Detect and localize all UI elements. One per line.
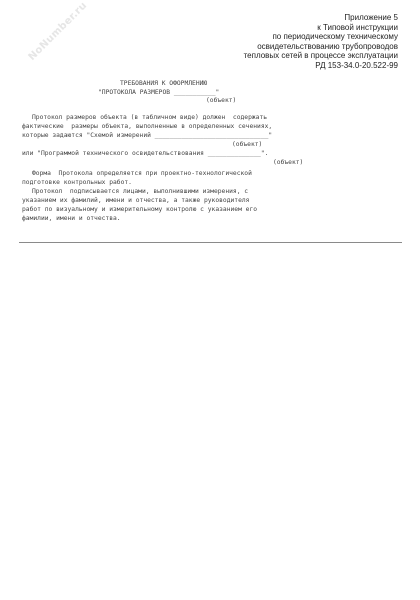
object-caption: (объект) — [273, 159, 304, 166]
paragraph-3-line: работ по визуальному и измерительному контролю с указанием его — [22, 206, 258, 213]
paragraph-1-line: или "Программой технического освидетельствования ______________". — [22, 150, 269, 157]
paragraph-3-line: указанием их фамилий, имени и отчества, а также руководителя — [22, 197, 250, 204]
header-line: освидетельствованию трубопроводов — [257, 41, 398, 51]
paragraph-2-line: подготовке контрольных работ. — [22, 179, 132, 186]
paragraph-1-line: Протокол размеров объекта (в табличном виде) должен содержать — [32, 114, 268, 121]
header-line: по периодическому техническому — [272, 32, 398, 42]
paragraph-1-line: фактические размеры объекта, выполненные в определенных сечениях, — [22, 123, 273, 130]
horizontal-divider — [19, 242, 402, 243]
object-caption: (объект) — [232, 141, 263, 148]
doc-title-line-1: ТРЕБОВАНИЯ К ОФОРМЛЕНИЮ — [120, 80, 208, 87]
header-line: тепловых сетей в процессе эксплуатации — [243, 51, 398, 61]
header-line: РД 153-34.0-20.522-99 — [315, 60, 398, 70]
object-caption: (объект) — [206, 97, 237, 104]
doc-title-line-2: "ПРОТОКОЛА РАЗМЕРОВ ___________" — [98, 89, 220, 96]
appendix-header — [198, 13, 398, 71]
paragraph-3-line: фамилии, имени и отчества. — [22, 215, 121, 222]
paragraph-3-line: Протокол подписывается лицами, выполнившими измерения, с — [32, 188, 249, 195]
paragraph-1-line: которые задаются "Схемой измерений ______________________________" — [22, 132, 273, 139]
watermark: NoNumber.ru — [26, 0, 90, 63]
header-line: Приложение 5 — [344, 13, 398, 22]
header-line: к Типовой инструкции — [317, 22, 398, 32]
paragraph-2-line: Форма Протокола определяется при проектно-технологической — [32, 170, 252, 177]
